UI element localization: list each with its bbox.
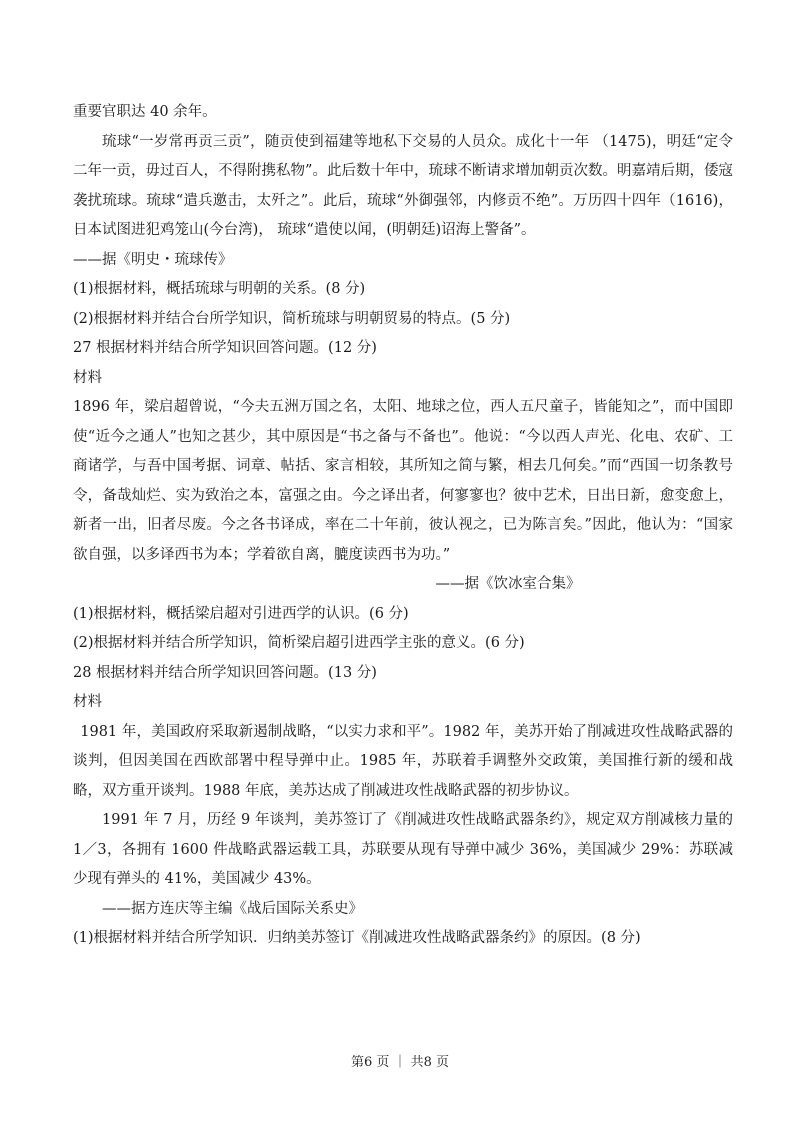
question-28-part-1: (1)根据材料并结合所学知识．归纳美苏签订《削减进攻性战略武器条约》的原因。(8 分)	[73, 930, 641, 946]
question-27-label: 材料	[73, 369, 102, 386]
question-28-title: 28 根据材料并结合所学知识回答问题。(13 分)	[73, 664, 377, 681]
question-28-paragraph-2: 1991 年 7 月，历经 9 年谈判，美苏签订了《削减进攻性战略武器条约》，规定双方削减核力量的 1／3，各拥有 1600 件战略武器运载工具，苏联要从现有导弹中减少 36%，美国减少 29%：苏联减少现有弹头的 41%，美国减少 43%。	[73, 812, 733, 887]
question-28-paragraph-1: 1981 年，美国政府采取新遏制战略，“以实力求和平”。1982 年，美苏开始了削减进攻性战略武器的谈判，但因美国在西欧部署中程导弹中止。1985 年，苏联着手调整外交政策，美国推行新的缓和战略，双方重开谈判。1988 年底，美苏达成了削减进攻性战略武器的初步协议。	[73, 723, 733, 799]
question-26-part-2: (2)根据材料并结合台所学知识，简析琉球与明朝贸易的特点。(5 分)	[73, 310, 511, 327]
question-27-material: 1896 年，梁启超曾说，“今夫五洲万国之名，太阳、地球之位，西人五尺童子，皆能知之”，而中国即使“近今之通人”也知之甚少，其中原因是“书之备与不备也”。他说：“今以西人声光、化电、农矿、工商诸学，与吾中国考据、词章、帖括、家言相较，其所知之简与繁，相去几何矣。”而“西国一切条教号令，备哉灿烂、实为致治之本，富强之由。今之译出者，何寥寥也？彼中艺术，日出日新，愈变愈上，新者一出，旧者尽废。今之各书译成，率在二十年前，彼认视之，已为陈言矣。”因此，他认为：“国家欲自强，以多译西书为本；学着欲自离，膔度读西书为功。”	[73, 399, 733, 563]
question-27-source: ——据《饮冰室合集》	[435, 576, 581, 592]
question-27-title: 27 根据材料并结合所学知识回答问题。(12 分)	[73, 340, 377, 356]
question-27-part-2: (2)根据材料并结合所学知识，简析梁启超引进西学主张的意义。(6 分)	[73, 635, 525, 651]
ryukyu-material: 琉球“一岁常再贡三贡”，随贡使到福建等地私下交易的人员众。成化十一年 （1475)，明廷“定令二年一贡，毋过百人，不得附携私物”。此后数十年中，琉球不断请求增加朝贡次数。明嘉靖后期，倭寇袭扰琉球。琉球“遣兵邀击，太歼之”。此后，琉球“外御强邻，内修贡不绝”。万历四十四年（1616)，日本试图进犯鸡笼山(今台湾)， 琉球“遣使以闻，(明朝廷)诏海上警备”。	[73, 133, 733, 238]
ryukyu-source: ——据《明史・琉球传》	[73, 251, 233, 268]
question-27-part-1: (1)根据材料，概括梁启超对引进西学的认识。(6 分)	[73, 605, 409, 622]
page-footer: 第6 页 ｜ 共8 页	[350, 1055, 450, 1070]
passage-tail: 重要官职达 40 余年。	[73, 104, 217, 120]
question-28-label: 材料	[73, 694, 102, 710]
question-28-source: ——据方连庆等主编《战后国际关系史》	[102, 900, 363, 917]
page-content	[73, 98, 733, 954]
question-26-part-1: (1)根据材料，概括琉球与明朝的关系。(8 分)	[73, 281, 366, 297]
